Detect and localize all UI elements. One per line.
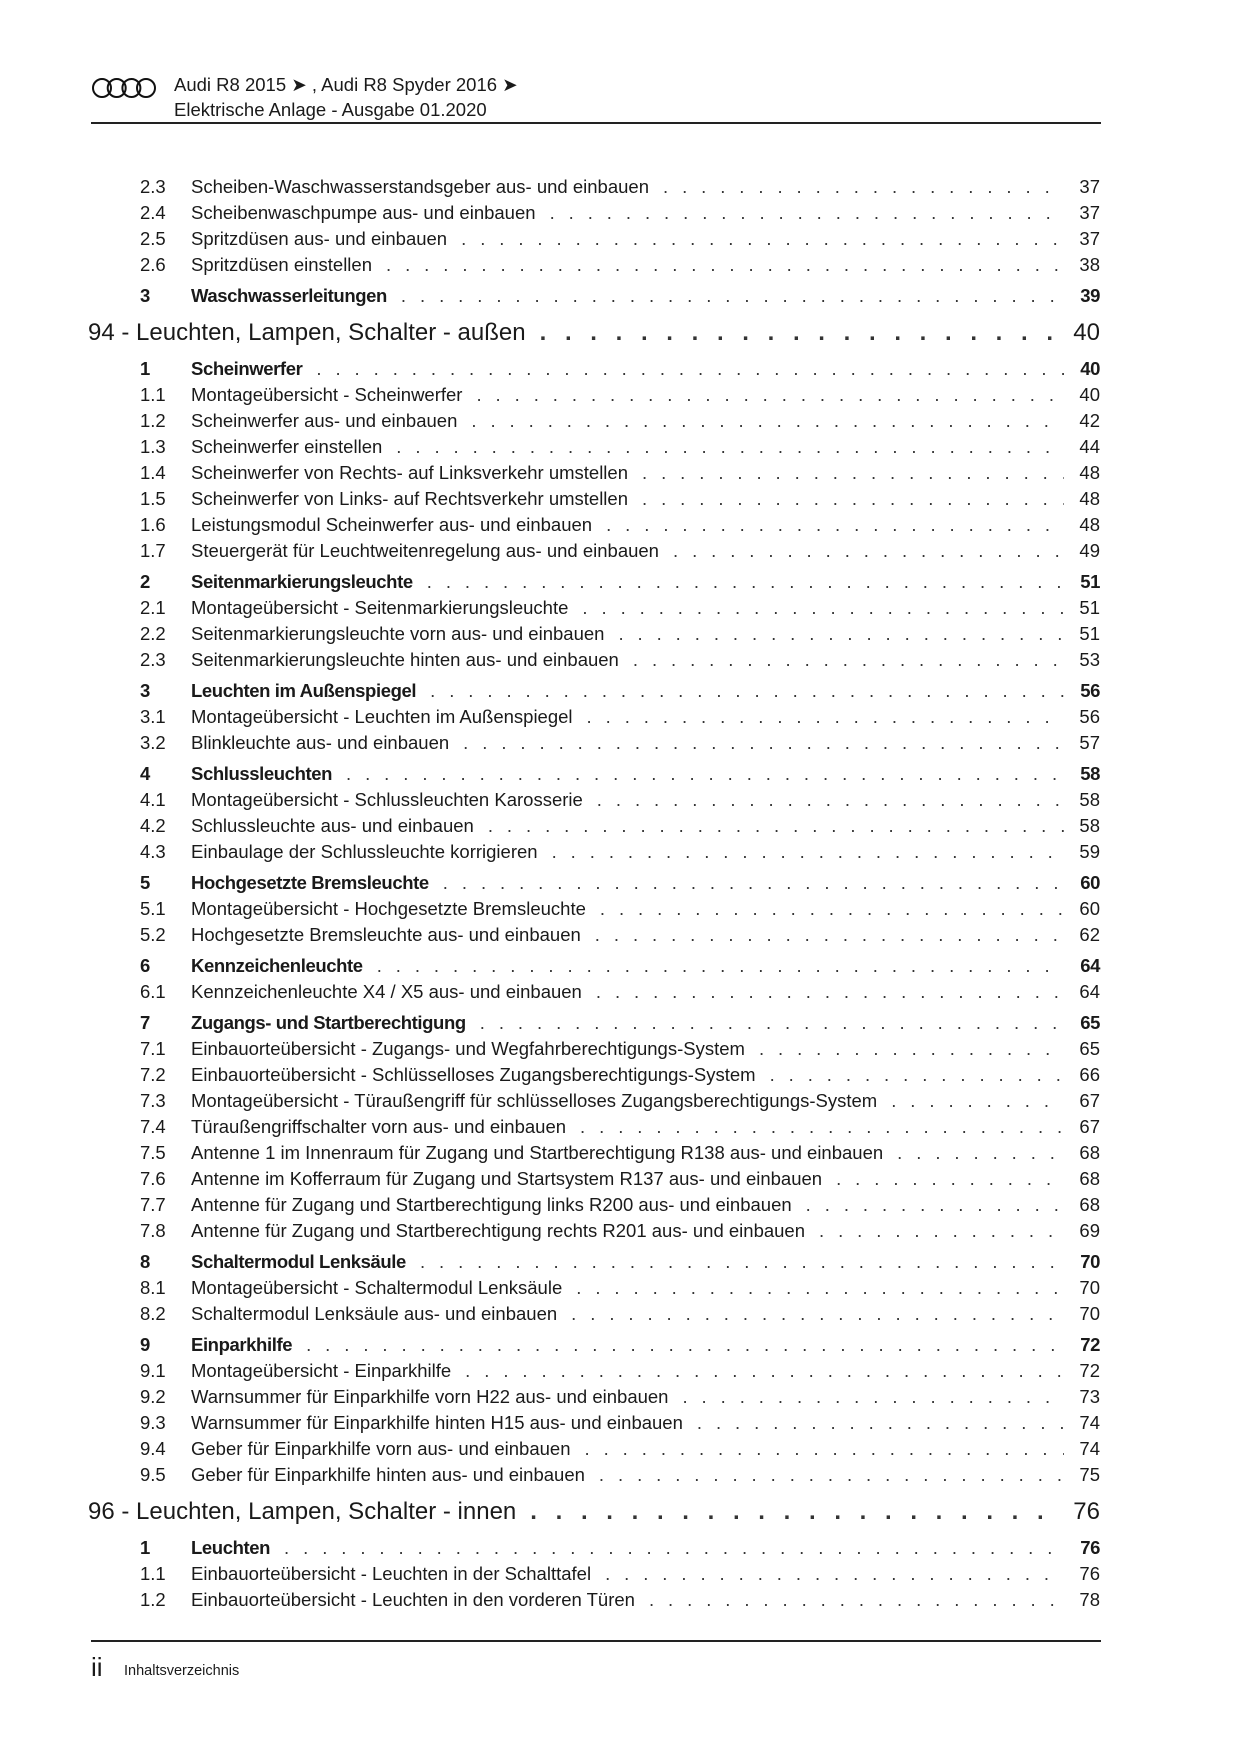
toc-dot-leader [480,1010,1064,1036]
toc-entry-number: 9.4 [140,1438,166,1459]
toc-entry-number: 2.4 [140,202,166,223]
toc-entry-row[interactable] [88,408,1101,434]
toc-section-row[interactable] [88,1249,1101,1275]
toc-entry-page: 59 [1079,841,1100,862]
toc-entry-number: 9.2 [140,1386,166,1407]
toc-entry-number: 7.1 [140,1038,166,1059]
toc-entry-row[interactable] [88,1384,1101,1410]
toc-entry-row[interactable] [88,1088,1101,1114]
toc-entry-number: 8.1 [140,1277,166,1298]
toc-entry-number: 7 [140,1012,150,1033]
toc-entry-number: 1.7 [140,540,166,561]
toc-dot-leader [461,226,1064,252]
toc-entry-page: 37 [1079,176,1100,197]
toc-entry-row[interactable] [88,621,1101,647]
toc-dot-leader [663,174,1064,200]
toc-entry-title: Montageübersicht - Einparkhilfe [191,1360,452,1381]
toc-dot-leader [488,813,1064,839]
toc-entry-page: 42 [1079,410,1100,431]
toc-entry-number: 7.8 [140,1220,166,1241]
toc-entry-page: 68 [1079,1142,1100,1163]
toc-entry-page: 73 [1079,1386,1100,1407]
toc-entry-page: 72 [1080,1334,1100,1355]
header-divider [91,122,1101,124]
toc-entry-row[interactable] [88,1561,1101,1587]
toc-dot-leader [582,595,1064,621]
toc-dot-leader [649,1587,1064,1613]
toc-entry-page: 38 [1079,254,1100,275]
toc-chapter-row[interactable] [88,315,1101,351]
toc-entry-number: 1 [140,358,150,379]
toc-entry-title: Schaltermodul Lenksäule [191,1251,406,1272]
toc-entry-title: Leistungsmodul Scheinwerfer aus- und einbauen [191,514,593,535]
toc-entry-title: 96 - Leuchten, Lampen, Schalter - innen [88,1498,517,1525]
toc-entry-page: 40 [1073,319,1100,346]
toc-entry-title: Einbauorteübersicht - Schlüsselloses Zugangsberechtigungs-System [191,1064,756,1085]
toc-chapter-row[interactable] [88,1494,1101,1530]
toc-entry-number: 5.2 [140,924,166,945]
toc-dot-leader [571,1301,1064,1327]
toc-dot-leader [420,1249,1064,1275]
table-of-contents [88,174,1101,1613]
toc-entry-title: Blinkleuchte aus- und einbauen [191,732,450,753]
toc-entry-title: Antenne für Zugang und Startberechtigung links R200 aus- und einbauen [191,1194,792,1215]
toc-dot-leader [401,283,1064,309]
toc-dot-leader [530,1494,1063,1530]
toc-entry-number: 2.1 [140,597,166,618]
toc-entry-title: Montageübersicht - Schaltermodul Lenksäule [191,1277,563,1298]
toc-entry-title: Warnsummer für Einparkhilfe vorn H22 aus- und einbauen [191,1386,669,1407]
toc-dot-leader [396,434,1064,460]
toc-entry-page: 69 [1079,1220,1100,1241]
toc-entry-title: Antenne 1 im Innenraum für Zugang und Startberechtigung R138 aus- und einbauen [191,1142,884,1163]
toc-dot-leader [770,1062,1064,1088]
toc-dot-leader [599,1462,1064,1488]
toc-entry-number: 1.3 [140,436,166,457]
toc-entry-page: 67 [1079,1116,1100,1137]
toc-entry-number: 2.5 [140,228,166,249]
toc-dot-leader [377,953,1064,979]
toc-entry-title: 94 - Leuchten, Lampen, Schalter - außen [88,319,526,346]
toc-entry-page: 40 [1080,358,1100,379]
toc-entry-row[interactable] [88,1036,1101,1062]
toc-dot-leader [596,979,1064,1005]
toc-section-row[interactable] [88,569,1101,595]
toc-entry-row[interactable] [88,1301,1101,1327]
toc-entry-row[interactable] [88,1218,1101,1244]
toc-entry-page: 60 [1080,872,1100,893]
four-rings-icon [91,77,157,99]
toc-entry-title: Seitenmarkierungsleuchte hinten aus- und einbauen [191,649,619,670]
toc-entry-title: Montageübersicht - Hochgesetzte Bremsleuchte [191,898,586,919]
toc-entry-number: 1 [140,1537,150,1558]
header-subtitle: Elektrische Anlage - Ausgabe 01.2020 [174,99,487,120]
toc-dot-leader [891,1088,1064,1114]
toc-section-row[interactable] [88,283,1101,309]
toc-section-row[interactable] [88,761,1101,787]
toc-entry-row[interactable] [88,979,1101,1005]
toc-entry-title: Leuchten [191,1537,271,1558]
toc-dot-leader [642,460,1064,486]
toc-entry-title: Scheinwerfer von Links- auf Rechtsverkehr umstellen [191,488,628,509]
toc-entry-page: 51 [1079,623,1100,644]
toc-entry-title: Zugangs- und Startberechtigung [191,1012,466,1033]
toc-entry-number: 1.2 [140,1589,166,1610]
toc-entry-page: 70 [1079,1277,1100,1298]
toc-entry-row[interactable] [88,1166,1101,1192]
toc-entry-number: 6.1 [140,981,166,1002]
toc-entry-row[interactable] [88,1358,1101,1384]
toc-entry-row[interactable] [88,787,1101,813]
toc-entry-page: 70 [1080,1251,1100,1272]
toc-entry-page: 74 [1079,1412,1100,1433]
toc-entry-page: 66 [1079,1064,1100,1085]
toc-entry-page: 67 [1079,1090,1100,1111]
toc-dot-leader [550,200,1064,226]
toc-entry-title: Spritzdüsen einstellen [191,254,372,275]
toc-entry-page: 64 [1079,981,1100,1002]
toc-entry-number: 2.3 [140,649,166,670]
toc-section-row[interactable] [88,678,1101,704]
toc-entry-page: 62 [1079,924,1100,945]
toc-entry-page: 78 [1079,1589,1100,1610]
toc-dot-leader [552,839,1064,865]
toc-entry-page: 74 [1079,1438,1100,1459]
toc-entry-page: 57 [1079,732,1100,753]
toc-entry-title: Scheibenwaschpumpe aus- und einbauen [191,202,536,223]
toc-entry-row[interactable] [88,896,1101,922]
toc-entry-page: 49 [1079,540,1100,561]
toc-entry-title: Antenne für Zugang und Startberechtigung rechts R201 aus- und einbauen [191,1220,806,1241]
toc-entry-row[interactable] [88,460,1101,486]
toc-section-row[interactable] [88,1332,1101,1358]
toc-entry-title: Geber für Einparkhilfe hinten aus- und einbauen [191,1464,585,1485]
toc-entry-page: 48 [1079,462,1100,483]
toc-dot-leader [682,1384,1064,1410]
toc-dot-leader [471,408,1064,434]
toc-entry-title: Seitenmarkierungsleuchte vorn aus- und einbauen [191,623,605,644]
toc-entry-number: 3 [140,285,150,306]
toc-entry-page: 76 [1073,1498,1100,1525]
toc-entry-title: Hochgesetzte Bremsleuchte [191,872,429,893]
toc-dot-leader [595,922,1064,948]
toc-entry-title: Schlussleuchte aus- und einbauen [191,815,474,836]
toc-entry-row[interactable] [88,200,1101,226]
toc-entry-number: 1.4 [140,462,166,483]
toc-entry-title: Schaltermodul Lenksäule aus- und einbauen [191,1303,558,1324]
toc-entry-title: Montageübersicht - Türaußengriff für schlüsselloses Zugangsberechtigungs-System [191,1090,878,1111]
toc-entry-page: 58 [1079,815,1100,836]
toc-entry-row[interactable] [88,1587,1101,1613]
toc-entry-number: 4.2 [140,815,166,836]
toc-entry-page: 65 [1079,1038,1100,1059]
toc-entry-page: 76 [1079,1563,1100,1584]
toc-dot-leader [806,1192,1064,1218]
header-title: Audi R8 2015 ➤ , Audi R8 Spyder 2016 ➤ [174,74,518,95]
toc-dot-leader [580,1114,1064,1140]
toc-entry-page: 76 [1080,1537,1100,1558]
toc-entry-title: Scheinwerfer aus- und einbauen [191,410,458,431]
toc-dot-leader [427,569,1064,595]
toc-entry-title: Antenne im Kofferraum für Zugang und Startsystem R137 aus- und einbauen [191,1168,823,1189]
toc-entry-title: Einparkhilfe [191,1334,293,1355]
toc-dot-leader [819,1218,1064,1244]
toc-dot-leader [585,1436,1065,1462]
toc-entry-row[interactable] [88,839,1101,865]
toc-dot-leader [284,1535,1064,1561]
toc-entry-title: Einbauorteübersicht - Leuchten in den vorderen Türen [191,1589,635,1610]
toc-entry-number: 4.3 [140,841,166,862]
toc-entry-row[interactable] [88,1140,1101,1166]
toc-entry-title: Steuergerät für Leuchtweitenregelung aus- und einbauen [191,540,659,561]
toc-entry-title: Scheiben-Waschwasserstandsgeber aus- und einbauen [191,176,649,197]
toc-entry-row[interactable] [88,538,1101,564]
toc-dot-leader [430,678,1064,704]
toc-entry-page: 51 [1080,571,1100,592]
toc-entry-row[interactable] [88,1062,1101,1088]
toc-entry-title: Montageübersicht - Scheinwerfer [191,384,463,405]
toc-entry-number: 2.6 [140,254,166,275]
toc-entry-number: 1.1 [140,1563,166,1584]
toc-dot-leader [346,761,1064,787]
toc-entry-title: Seitenmarkierungsleuchte [191,571,413,592]
toc-section-row[interactable] [88,1535,1101,1561]
toc-entry-page: 56 [1079,706,1100,727]
toc-entry-page: 65 [1080,1012,1100,1033]
toc-entry-page: 39 [1080,285,1100,306]
toc-entry-page: 56 [1080,680,1100,701]
toc-entry-page: 75 [1079,1464,1100,1485]
toc-entry-row[interactable] [88,1114,1101,1140]
toc-entry-row[interactable] [88,704,1101,730]
toc-entry-number: 1.6 [140,514,166,535]
toc-dot-leader [597,787,1064,813]
toc-entry-row[interactable] [88,1192,1101,1218]
toc-dot-leader [306,1332,1064,1358]
footer-divider [91,1640,1101,1642]
toc-section-row[interactable] [88,953,1101,979]
toc-entry-row[interactable] [88,647,1101,673]
toc-entry-number: 8 [140,1251,150,1272]
toc-dot-leader [443,870,1064,896]
toc-entry-page: 40 [1079,384,1100,405]
toc-entry-page: 51 [1079,597,1100,618]
toc-entry-number: 2.3 [140,176,166,197]
toc-entry-number: 7.4 [140,1116,166,1137]
toc-section-row[interactable] [88,1010,1101,1036]
toc-entry-number: 7.7 [140,1194,166,1215]
footer-page-number: ii [91,1652,103,1682]
toc-entry-title: Kennzeichenleuchte X4 / X5 aus- und einbauen [191,981,582,1002]
footer-label: Inhaltsverzeichnis [124,1663,240,1679]
toc-entry-number: 1.1 [140,384,166,405]
toc-entry-row[interactable] [88,382,1101,408]
toc-entry-title: Warnsummer für Einparkhilfe hinten H15 aus- und einbauen [191,1412,683,1433]
toc-entry-title: Hochgesetzte Bremsleuchte aus- und einbauen [191,924,581,945]
toc-entry-title: Montageübersicht - Schlussleuchten Karosserie [191,789,583,810]
toc-entry-number: 7.5 [140,1142,166,1163]
toc-dot-leader [463,730,1064,756]
toc-entry-page: 37 [1079,228,1100,249]
toc-dot-leader [836,1166,1064,1192]
toc-entry-title: Waschwasserleitungen [191,285,387,306]
toc-entry-number: 7.2 [140,1064,166,1085]
toc-entry-row[interactable] [88,252,1101,278]
toc-entry-row[interactable] [88,226,1101,252]
toc-entry-row[interactable] [88,730,1101,756]
toc-entry-row[interactable] [88,922,1101,948]
toc-entry-title: Türaußengriffschalter vorn aus- und einbauen [191,1116,567,1137]
toc-entry-number: 3.2 [140,732,166,753]
toc-dot-leader [316,356,1064,382]
toc-dot-leader [642,486,1064,512]
toc-entry-number: 4.1 [140,789,166,810]
toc-entry-row[interactable] [88,1462,1101,1488]
toc-entry-page: 58 [1079,789,1100,810]
toc-entry-number: 5 [140,872,150,893]
toc-entry-title: Scheinwerfer [191,358,303,379]
toc-entry-number: 9.1 [140,1360,166,1381]
toc-dot-leader [476,382,1064,408]
toc-dot-leader [759,1036,1064,1062]
toc-entry-number: 1.5 [140,488,166,509]
toc-entry-title: Geber für Einparkhilfe vorn aus- und einbauen [191,1438,571,1459]
toc-entry-number: 3.1 [140,706,166,727]
toc-entry-page: 48 [1079,514,1100,535]
toc-entry-title: Schlussleuchten [191,763,333,784]
toc-entry-number: 9.3 [140,1412,166,1433]
toc-entry-number: 3 [140,680,150,701]
toc-entry-page: 68 [1079,1168,1100,1189]
toc-entry-title: Montageübersicht - Leuchten im Außenspiegel [191,706,573,727]
toc-entry-number: 2 [140,571,150,592]
toc-entry-title: Scheinwerfer von Rechts- auf Linksverkehr umstellen [191,462,628,483]
toc-dot-leader [576,1275,1064,1301]
toc-entry-title: Spritzdüsen aus- und einbauen [191,228,448,249]
toc-entry-number: 7.6 [140,1168,166,1189]
toc-entry-page: 68 [1079,1194,1100,1215]
toc-dot-leader [673,538,1064,564]
toc-entry-page: 48 [1079,488,1100,509]
toc-entry-page: 60 [1079,898,1100,919]
toc-dot-leader [600,896,1064,922]
toc-entry-page: 72 [1079,1360,1100,1381]
toc-entry-title: Montageübersicht - Seitenmarkierungsleuchte [191,597,569,618]
toc-dot-leader [897,1140,1064,1166]
toc-entry-row[interactable] [88,434,1101,460]
toc-entry-page: 44 [1079,436,1100,457]
toc-entry-page: 58 [1080,763,1100,784]
toc-dot-leader [540,315,1064,351]
toc-entry-title: Einbauorteübersicht - Leuchten in der Schalttafel [191,1563,592,1584]
toc-entry-row[interactable] [88,512,1101,538]
toc-dot-leader [386,252,1064,278]
toc-entry-row[interactable] [88,1436,1101,1462]
toc-entry-row[interactable] [88,813,1101,839]
toc-entry-row[interactable] [88,595,1101,621]
toc-entry-number: 9.5 [140,1464,166,1485]
toc-section-row[interactable] [88,356,1101,382]
toc-entry-row[interactable] [88,486,1101,512]
toc-section-row[interactable] [88,870,1101,896]
toc-dot-leader [587,704,1064,730]
toc-entry-number: 6 [140,955,150,976]
toc-entry-number: 4 [140,763,150,784]
toc-entry-title: Kennzeichenleuchte [191,955,363,976]
toc-entry-row[interactable] [88,174,1101,200]
toc-entry-number: 8.2 [140,1303,166,1324]
toc-entry-page: 70 [1079,1303,1100,1324]
toc-entry-number: 2.2 [140,623,166,644]
toc-entry-title: Leuchten im Außenspiegel [191,680,417,701]
toc-entry-row[interactable] [88,1410,1101,1436]
toc-entry-number: 1.2 [140,410,166,431]
toc-entry-title: Einbaulage der Schlussleuchte korrigieren [191,841,538,862]
toc-entry-page: 37 [1079,202,1100,223]
toc-entry-row[interactable] [88,1275,1101,1301]
toc-dot-leader [465,1358,1064,1384]
toc-entry-page: 64 [1080,955,1100,976]
toc-dot-leader [605,1561,1064,1587]
toc-dot-leader [606,512,1064,538]
toc-entry-title: Scheinwerfer einstellen [191,436,383,457]
toc-dot-leader [697,1410,1064,1436]
toc-entry-title: Einbauorteübersicht - Zugangs- und Wegfahrberechtigungs-System [191,1038,745,1059]
toc-entry-page: 53 [1079,649,1100,670]
toc-entry-number: 9 [140,1334,150,1355]
toc-dot-leader [618,621,1064,647]
toc-dot-leader [633,647,1064,673]
toc-entry-number: 5.1 [140,898,166,919]
toc-entry-number: 7.3 [140,1090,166,1111]
